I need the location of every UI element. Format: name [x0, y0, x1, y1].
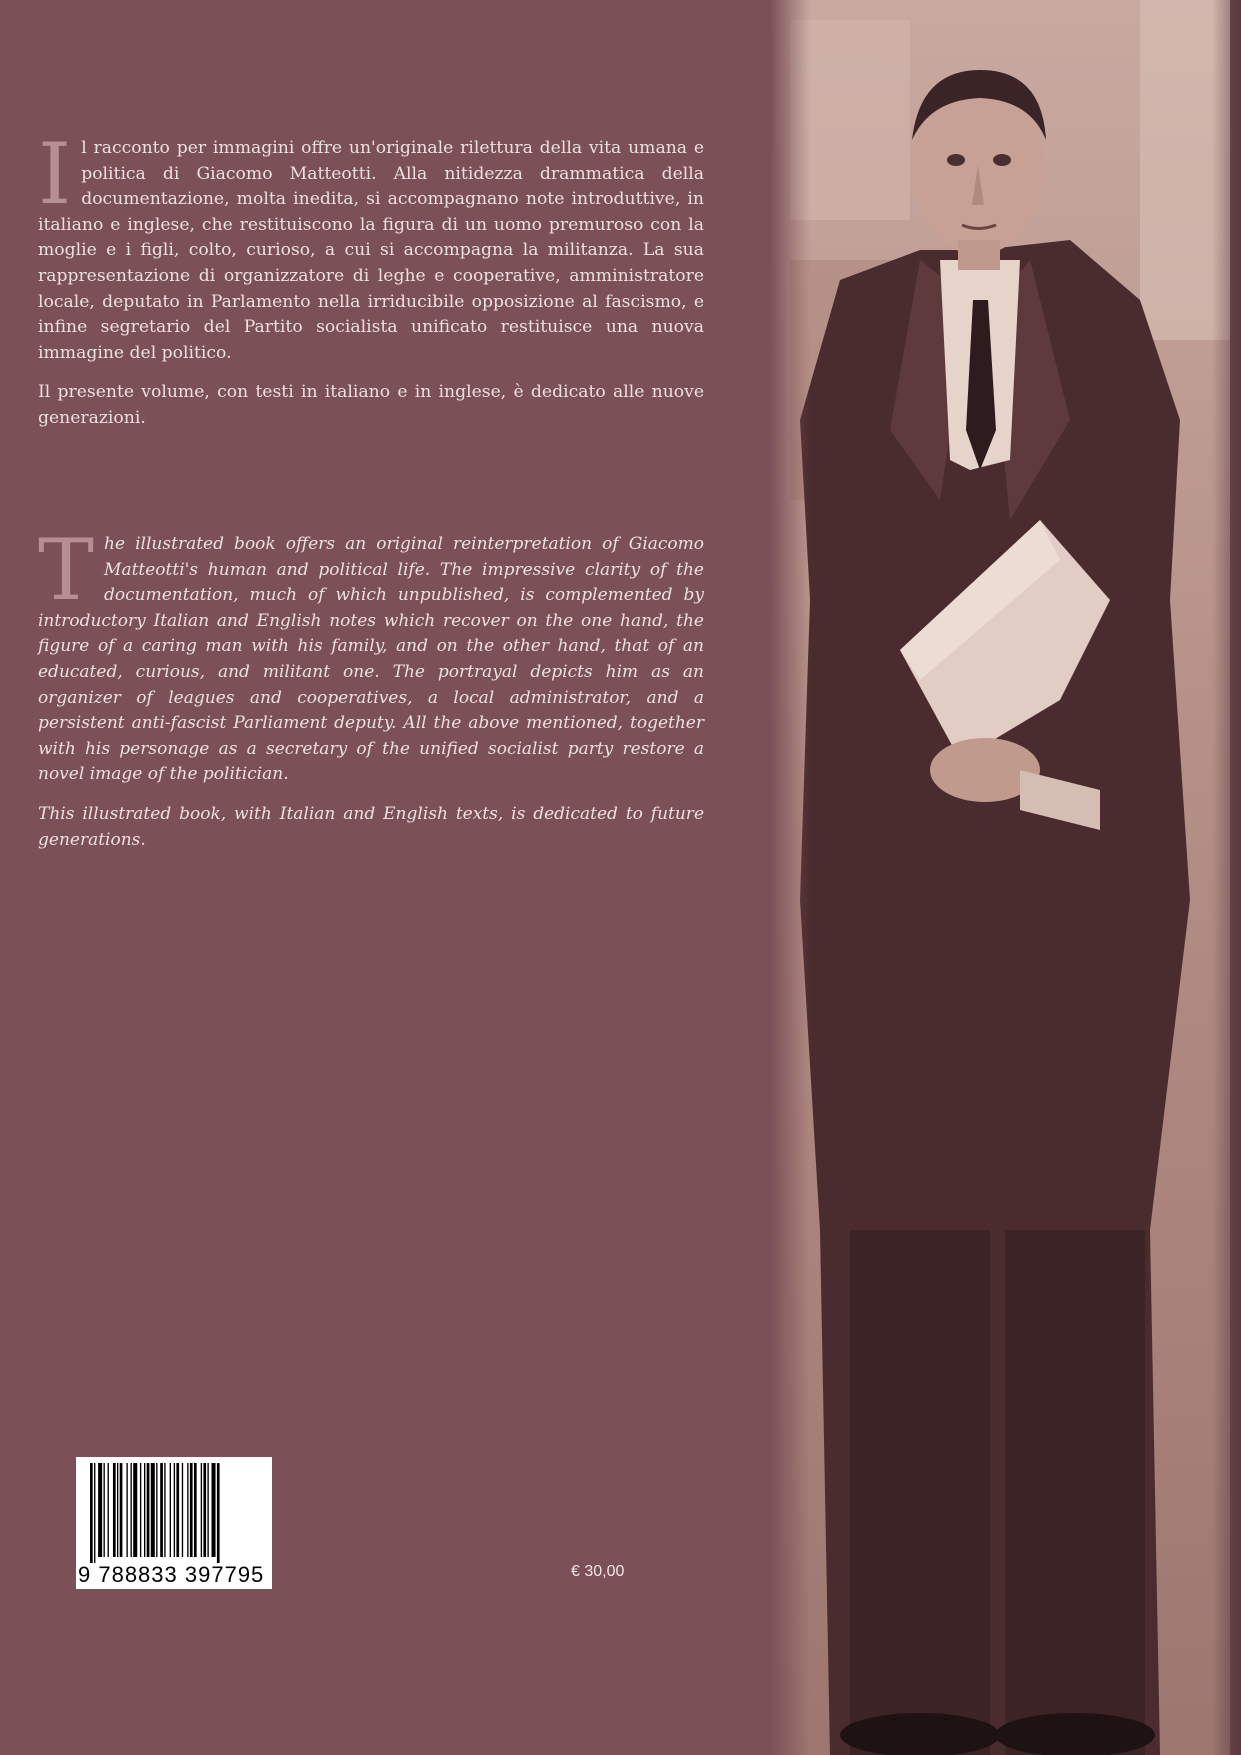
barcode-bar	[108, 1463, 109, 1557]
barcode-bar	[147, 1463, 150, 1557]
barcode-number: 9 788833 397795	[78, 1562, 265, 1587]
barcode	[76, 1457, 272, 1589]
barcode-bar	[174, 1463, 175, 1557]
spine-shadow	[1212, 0, 1241, 1755]
barcode-bar	[212, 1463, 216, 1557]
barcode-bar	[151, 1463, 155, 1557]
barcode-bar	[113, 1463, 116, 1557]
dropcap-i: I	[38, 125, 72, 223]
barcode-bar	[170, 1463, 171, 1557]
barcode-bar	[120, 1463, 123, 1557]
price: € 30,00	[571, 1563, 625, 1580]
barcode-bar	[140, 1463, 141, 1557]
italian-description	[38, 125, 704, 432]
barcode-bar	[201, 1463, 202, 1557]
portrait-photo	[770, 0, 1230, 1755]
barcode-bar	[133, 1463, 137, 1557]
barcode-bar	[98, 1463, 102, 1557]
barcode-bar	[90, 1463, 93, 1563]
barcode-bar	[182, 1463, 183, 1557]
barcode-bar	[144, 1463, 145, 1557]
barcode-bar	[104, 1463, 105, 1557]
barcode-bar	[194, 1463, 197, 1557]
barcode-bar	[203, 1463, 206, 1557]
barcode-bar	[207, 1463, 208, 1557]
barcode-bar	[160, 1463, 163, 1557]
italian-paragraph-2: Il presente volume, con testi in italiano e in inglese, è dedicato alle nuove generazioni.	[38, 382, 704, 428]
barcode-bar	[131, 1463, 132, 1557]
barcode-bar	[187, 1463, 188, 1557]
barcode-bar	[156, 1463, 157, 1557]
barcode-bar	[217, 1463, 220, 1563]
english-paragraph-2: This illustrated book, with Italian and English texts, is dedicated to future generations.	[38, 803, 704, 850]
italian-paragraph-1	[38, 125, 704, 366]
english-paragraph-1-text: he illustrated book offers an original reinterpretation of Giacomo Matteotti's human and political life. The impressive clarity of the documentation, much of which unpublished, is complemented by introductory Italian and English notes which recover on the one hand, the figure of a caring man with his family, and on the other hand, that of an educated, curious, and militant one. The portrayal depicts him as an organizer of leagues and cooperatives, a local administrator, and a persistent anti-fascist Parliament deputy. All the above mentioned, together with his personage as a secretary of the unified socialist party restore a novel image of the politician.	[38, 534, 704, 785]
barcode-bar	[176, 1463, 179, 1557]
dropcap-t: T	[38, 521, 95, 619]
english-paragraph-1	[38, 521, 704, 788]
barcode-bar	[190, 1463, 193, 1557]
barcode-bar	[94, 1463, 95, 1563]
barcode-bar	[126, 1463, 127, 1557]
italian-paragraph-1-text: l racconto per immagini offre un'originale rilettura della vita umana e politica di Giacomo Matteotti. Alla nitidezza drammatica della documentazione, molta inedita, si accompagnano note introduttive, in italiano e inglese, che restituiscono la figura di un uomo premuroso con la moglie e i figli, colto, curioso, a cui si accompagna la militanza. La sua rappresentazione di organizzatore di leghe e cooperative, amministratore locale, deputato in Parlamento nella irriducibile opposizione al fascismo, e infine segretario del Partito socialista unificato restituisce una nuova immagine del politico.	[38, 138, 704, 363]
barcode-bar	[117, 1463, 118, 1557]
barcode-bar	[164, 1463, 165, 1557]
english-description	[38, 521, 704, 853]
barcode-bars	[76, 1457, 272, 1567]
